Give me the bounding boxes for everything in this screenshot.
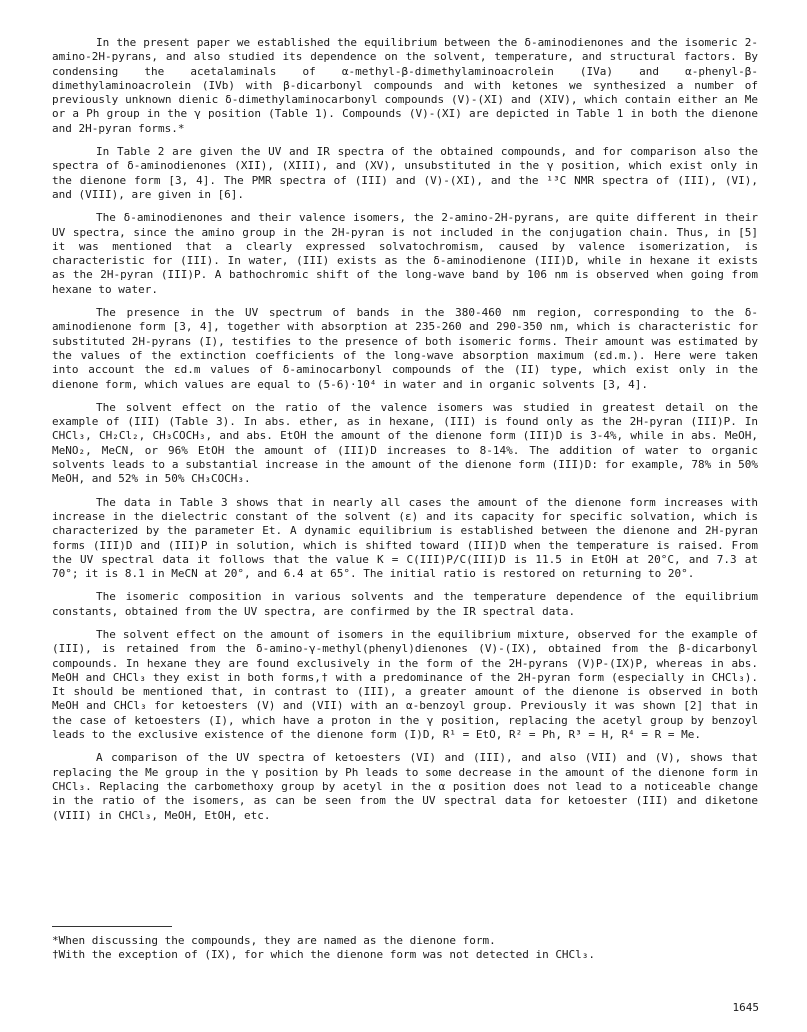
paragraph-6: The data in Table 3 shows that in nearly all cases the amount of the dienone form increases with increase in the dielectric constant of the solvent (ε) and its capacity for specific solvation, which is characterized by the parameter Et. A dynamic equilibrium is established between the dienone and 2H-pyran forms (III)D and (III)P in solution, which is shifted toward (III)D when the temperature is raised. From the UV spectral data it follows that the value K = C(III)P/C(III)D is 11.5 in EtOH at 20°C, and 7.3 at 70°; it is 8.1 in MeCN at 20°, and 6.4 at 65°. The initial ratio is restored on returning to 20°. — [52, 495, 758, 581]
body-text — [52, 36, 758, 832]
paragraph-4: The presence in the UV spectrum of bands in the 380-460 nm region, corresponding to the δ-aminodienone form [3, 4], together with absorption at 235-260 and 290-350 nm, which is characteristic for substituted 2H-pyrans (I), testifies to the presence of both isomeric forms. Their amount was estimated by the values of the extinction coefficients of the long-wave absorption maximum (εd.m.). Here were taken into account the εd.m values of δ-aminocarbonyl compounds of the (II) type, which exist only in the dienone form, which values are equal to (5-6)·10⁴ in water and in organic solvents [3, 4]. — [52, 306, 758, 391]
footnote-2: †With the exception of (IX), for which the dienone form was not detected in CHCl₃. — [52, 948, 596, 962]
paragraph-1: In the present paper we established the equilibrium between the δ-aminodienones and the isomeric 2-amino-2H-pyrans, and also studied its dependence on the solvent, temperature, and structural factors. By condensing the acetalaminals of α-methyl-β-dimethylaminoacrolein (IVa) and α-phenyl-β-dimethylaminoacrolein (IVb) with β-dicarbonyl compounds and with ketones we synthesized a number of previously unknown dienic δ-dimethylaminocarbonyl compounds (V)-(XI) and (XIV), which contain either an Me or a Ph group in the γ position (Table 1). Compounds (V)-(XI) are depicted in Table 1 in both the dienone and 2H-pyran forms.* — [52, 36, 758, 135]
footnote-divider — [52, 926, 172, 927]
paragraph-7: The isomeric composition in various solvents and the temperature dependence of the equilibrium constants, obtained from the UV spectra, are confirmed by the IR spectral data. — [52, 590, 758, 618]
paragraph-3: The δ-aminodienones and their valence isomers, the 2-amino-2H-pyrans, are quite different in their UV spectra, since the amino group in the 2H-pyran is not included in the conjugation chain. Thus, in [5] it was mentioned that a clearly expressed solvatochromism, caused by valence isomerization, is characteristic for (III). In water, (III) exists as the δ-aminodienone (III)D, while in hexane it exists as the 2H-pyran (III)P. A bathochromic shift of the long-wave band by 106 nm is observed when going from hexane to water. — [52, 211, 758, 296]
paragraph-5: The solvent effect on the ratio of the valence isomers was studied in greatest detail on the example of (III) (Table 3). In abs. ether, as in hexane, (III) is found only as the 2H-pyran (III)P. In CHCl₃, CH₂Cl₂, CH₃COCH₃, and abs. EtOH the amount of the dienone form (III)D is 3-4%, while in abs. MeOH, MeNO₂, MeCN, or 96% EtOH the amount of (III)D increases to 8-14%. The addition of water to organic solvents leads to a substantial increase in the amount of the dienone form (III)D: for example, 78% in 50% MeOH, and 52% in 50% CH₃COCH₃. — [52, 400, 758, 486]
paragraph-8: The solvent effect on the amount of isomers in the equilibrium mixture, observed for the example of (III), is retained from the δ-amino-γ-methyl(phenyl)dienones (V)-(IX), obtained from the β-dicarbonyl compounds. In hexane they are found exclusively in the form of the 2H-pyrans (V)P-(IX)P, whereas in abs. MeOH and CHCl₃ they exist in both forms,† with a predominance of the 2H-pyran form (especially in CHCl₃). It should be mentioned that, in contrast to (III), a greater amount of the dienone is observed in both MeOH and CHCl₃ for ketoesters (V) and (VII) with an α-benzoyl group. Previously it was shown [2] that in the case of ketoesters (I), which have a proton in the γ position, replacing the acetyl group by benzoyl leads to the exclusive existence of the dienone form (I)D, R¹ = EtO, R² = Ph, R³ = H, R⁴ = R = Me. — [52, 627, 758, 742]
page-number: 1645 — [732, 1001, 759, 1014]
paragraph-9: A comparison of the UV spectra of ketoesters (VI) and (III), and also (VII) and (V), shows that replacing the Me group in the γ position by Ph leads to some decrease in the amount of the dienone form in CHCl₃. Replacing the carbomethoxy group by acetyl in the α position does not lead to a noticeable change in the ratio of the isomers, as can be seen from the UV spectral data for ketoester (III) and diketone (VIII) in CHCl₃, MeOH, EtOH, etc. — [52, 751, 758, 822]
footnote-1: *When discussing the compounds, they are named as the dienone form. — [52, 934, 496, 947]
paragraph-2: In Table 2 are given the UV and IR spectra of the obtained compounds, and for comparison also the spectra of δ-aminodienones (XII), (XIII), and (XV), unsubstituted in the γ position, which exist only in the dienone form [3, 4]. The PMR spectra of (III) and (V)-(XI), and the ¹³C NMR spectra of (III), (VI), and (VIII), are given in [6]. — [52, 145, 758, 201]
footnotes — [52, 934, 758, 963]
